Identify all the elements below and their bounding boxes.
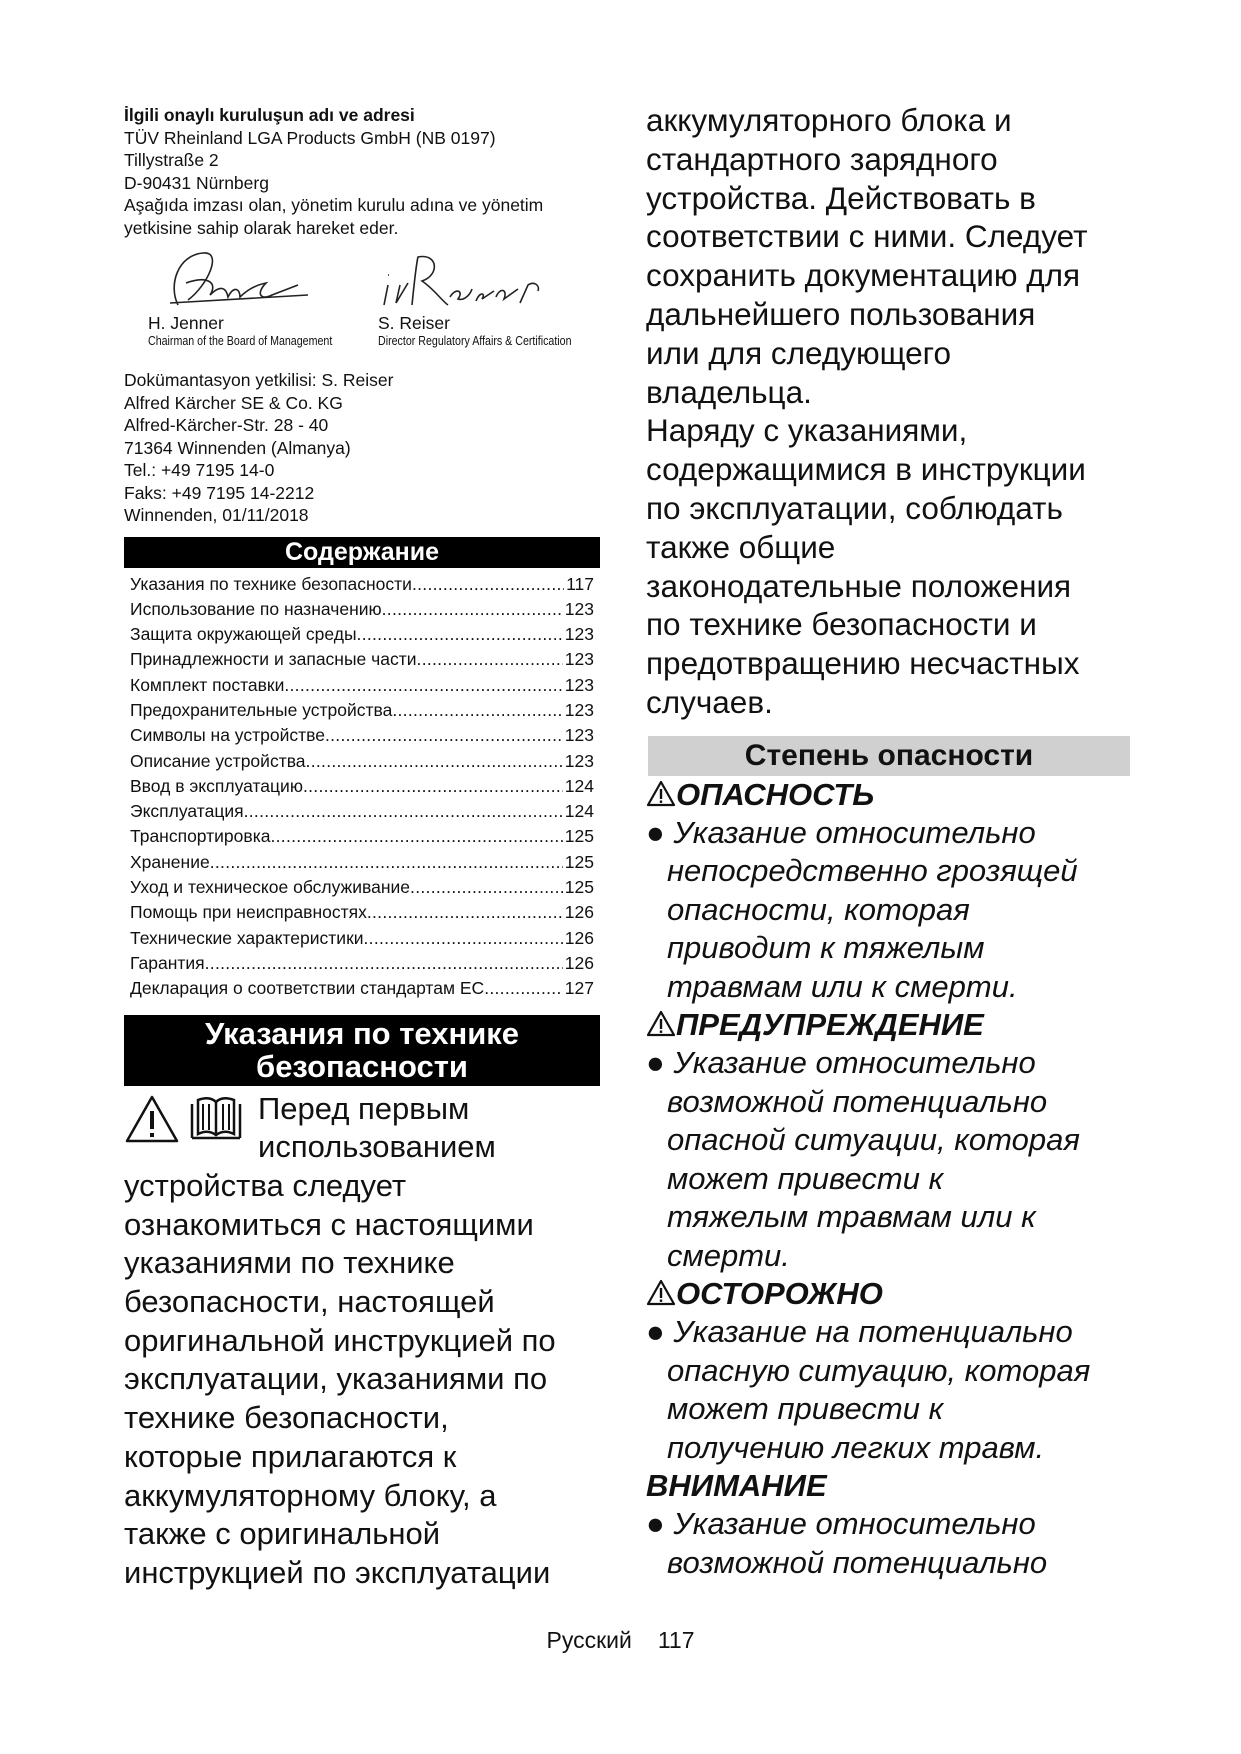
text-line: смерти. [667,1237,790,1273]
safety-section-title [124,1015,600,1086]
read-manual-book-icon [186,1094,246,1144]
contact-line: 71364 Winnenden (Almanya) [124,437,351,458]
page-footer [0,1627,1241,1654]
danger-levels-title: Степень опасности [648,736,1130,776]
address-line: Aşağıda imzası olan, yönetim kurulu adına ve yönetim [124,195,544,215]
toc-entry-label: Комплект поставки [130,674,285,695]
hazard-label-text: ВНИМАНИЕ [646,1468,827,1504]
safety-title-line: безопасности [256,1048,468,1084]
contact-line: Alfred-Kärcher-Str. 28 - 40 [124,415,329,435]
text-line: которые прилагаются к [124,1438,457,1474]
page-number: 117 [657,1627,695,1653]
toc-entry-label: Описание устройства [130,750,306,771]
hazard-label-text: ОСТОРОЖНО [676,1276,883,1312]
text-line: случаев. [646,683,773,720]
hazard-label-text: ПРЕДУПРЕЖДЕНИЕ [676,1007,984,1043]
hazard-label-text: ОПАСНОСТЬ [676,776,875,812]
text-line: соответствии с ними. Следует [646,218,1088,255]
text-line: тяжелым травмам или к [667,1199,1036,1235]
text-line: аккумуляторного блока и [646,102,1012,138]
text-line: указаниями по технике [124,1245,455,1281]
toc-entry-page: 124 [564,775,594,796]
text-line: возможной потенциально [667,1544,1048,1580]
toc-entry[interactable] [130,976,594,1001]
hazard-label-danger [646,776,1126,814]
contact-line: Dokümantasyon yetkilisi: S. Reiser [124,370,394,390]
text-line: по технике безопасности и [646,606,1037,643]
toc-entry[interactable] [130,774,594,799]
text-line: также общие [646,528,836,565]
toc-entry-page: 123 [564,750,594,771]
signatory-title: Chairman of the Board of Management [148,333,333,348]
text-line: технике безопасности, [124,1400,449,1436]
toc-entry-page: 125 [564,877,594,898]
text-line: владельца. [646,373,812,410]
text-line: опасной ситуации, которая [667,1122,1080,1158]
contact-line: Winnenden, 01/11/2018 [124,505,309,525]
text-line: может привести к [667,1391,944,1427]
hazard-description [646,1044,1126,1275]
hazard-description [646,1505,1126,1582]
intro-text [124,1090,600,1593]
text-line: устройства. Действовать в [646,179,1036,216]
address-line: yetkisine sahip olarak hareket eder. [124,217,399,238]
text-line: законодательные положения [646,567,1072,604]
intro-icons [124,1094,246,1144]
address-line: Tillystraße 2 [124,150,219,170]
signature-jenner [148,245,373,349]
text-line: инструкцией по эксплуатации [124,1554,551,1590]
text-line: дальнейшего пользования [646,295,1036,332]
text-line: или для следующего [646,334,952,371]
toc-entry-page: 125 [564,851,594,872]
toc-entry[interactable] [130,850,594,875]
toc-entry[interactable] [130,597,594,622]
right-column [646,101,1126,1582]
signatory-title: Director Regulatory Affairs & Certification [378,333,572,348]
toc-entry-page: 123 [564,725,594,746]
toc-entry[interactable] [130,875,594,900]
toc-entry-label: Защита окружающей среды [130,624,357,645]
warning-triangle-icon [646,780,676,807]
toc-entry[interactable] [130,647,594,672]
toc-title: Содержание [124,537,600,568]
text-line: Перед первым [258,1090,470,1126]
hazard-label-notice [646,1467,1126,1505]
text-line: может привести к [667,1160,944,1196]
toc-entry[interactable] [130,698,594,723]
documentation-contact [124,369,600,527]
warning-triangle-icon [124,1094,180,1144]
text-line: эксплуатации, указаниями по [124,1361,548,1397]
hazard-label-warning [646,1006,1126,1044]
toc-entry[interactable] [130,799,594,824]
toc-entry-label: Хранение [130,851,210,872]
notified-body-address [124,104,600,239]
toc-entry-page: 117 [566,573,594,594]
address-line: D-90431 Nürnberg [124,172,269,193]
toc-entry-page: 123 [564,598,594,619]
toc-entry-label: Помощь при неисправностях [130,902,367,923]
toc-entry-label: Ввод в эксплуатацию [130,775,303,796]
footer-language: Русский [546,1627,632,1653]
toc-entry-label: Уход и техническое обслуживание [130,877,411,898]
toc-entry-page: 127 [564,978,594,999]
text-line: ● Указание на потенциально [646,1314,1073,1350]
text-line: получению легких травм. [667,1429,1045,1465]
text-line: ознакомиться с настоящими [124,1206,534,1242]
hazard-description [646,814,1126,1007]
text-line: возможной потенциально [667,1083,1048,1119]
handwritten-signature-jenner [148,245,328,313]
text-line: ● Указание относительно [646,1045,1036,1081]
toc-entry-page: 126 [564,952,594,973]
toc-entry-label: Технические характеристики [130,927,364,948]
address-line: TÜV Rheinland LGA Products GmbH (NB 0197) [124,127,496,148]
toc-entry-label: Указания по технике безопасности [130,573,412,594]
toc-entry-page: 124 [564,801,594,822]
text-line: травмам или к смерти. [667,968,1018,1004]
text-line: предотвращению несчастных [646,645,1080,682]
toc-entry-page: 123 [564,649,594,670]
toc-entry-page: 123 [564,674,594,695]
signatory-name: H. Jenner [148,313,224,333]
toc-entry-page: 126 [564,902,594,923]
text-line: ● Указание относительно [646,1506,1036,1542]
toc-entry[interactable] [130,572,594,597]
text-line: опасности, которая [667,891,970,927]
toc-entry-page: 125 [564,826,594,847]
text-line: ● Указание относительно [646,814,1036,850]
toc-entry-label: Принадлежности и запасные части [130,649,417,670]
text-line: оригинальной инструкцией по [124,1322,556,1358]
toc-entry-label: Транспортировка [130,826,271,847]
hazard-label-caution [646,1275,1126,1313]
text-line: аккумуляторному блоку, а [124,1477,497,1513]
left-column [124,104,600,1593]
toc-entry[interactable] [130,926,594,951]
toc-entry-label: Гарантия [130,952,205,973]
handwritten-signature-reiser [378,245,558,313]
contact-line: Alfred Kärcher SE & Co. KG [124,392,343,413]
toc-entry[interactable] [130,951,594,976]
text-line: использованием [258,1129,496,1165]
text-line: Наряду с указаниями, [646,412,968,449]
toc-entry-label: Эксплуатация [130,801,244,822]
text-line: также с оригинальной [124,1516,441,1552]
toc-entry-label: Предохранительные устройства [130,699,393,720]
text-line: по эксплуатации, соблюдать [646,489,1063,526]
signature-block [124,245,600,369]
address-heading: İlgili onaylı kuruluşun adı ve adresi [124,105,415,125]
toc-entry-label: Использование по назначению [130,598,382,619]
text-line: опасную ситуацию, которая [667,1352,1091,1388]
signatory-name: S. Reiser [378,313,450,333]
text-line: приводит к тяжелым [667,930,985,966]
warning-triangle-icon [646,1279,676,1306]
toc-entry-page: 123 [564,624,594,645]
toc-entry-label: Декларация о соответствии стандартам ЕС [130,978,485,999]
toc-entry[interactable] [130,622,594,647]
safety-continued-text [646,101,1126,722]
text-line: стандартного зарядного [646,140,998,177]
text-line: устройства следует [124,1167,407,1203]
contact-line: Faks: +49 7195 14-2212 [124,482,315,503]
toc-entry[interactable] [130,749,594,774]
toc-entry[interactable] [130,824,594,849]
table-of-contents [124,572,600,1002]
safety-intro [124,1090,600,1593]
text-line: содержащимися в инструкции [646,451,1086,488]
contact-line: Tel.: +49 7195 14-0 [124,460,275,480]
toc-entry-label: Символы на устройстве [130,725,325,746]
hazard-description [646,1313,1126,1467]
safety-title-line: Указания по технике [204,1015,520,1051]
toc-entry[interactable] [130,723,594,748]
toc-entry[interactable] [130,673,594,698]
text-line: сохранить документацию для [646,257,1081,294]
text-line: непосредственно грозящей [667,853,1078,889]
toc-entry[interactable] [130,900,594,925]
toc-entry-page: 126 [564,927,594,948]
warning-triangle-icon [646,1010,676,1037]
toc-entry-page: 123 [564,699,594,720]
signature-reiser [378,245,614,349]
text-line: безопасности, настоящей [124,1284,495,1320]
